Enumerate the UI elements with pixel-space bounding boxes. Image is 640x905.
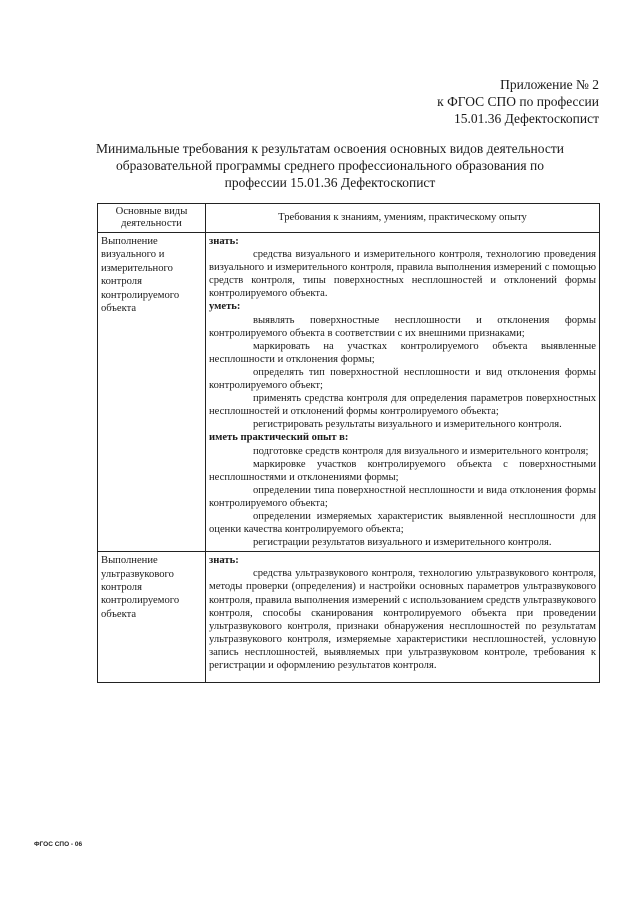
table-row	[98, 233, 600, 552]
experience-label: иметь практический опыт в:	[209, 432, 349, 444]
appendix-reference	[437, 76, 599, 127]
activity-cell: Выполнение визуального и измерительного контроля контролируемого объекта	[98, 233, 206, 552]
requirement-item: определять тип поверхностной несплошности и вид отклонения формы контролируемого объект;	[209, 366, 596, 392]
requirement-item: регистрировать результаты визуального и измерительного контроля.	[253, 419, 562, 431]
requirement-item: маркировке участков контролируемого объекта с поверхностными несплошностями и отклонениями формы;	[209, 458, 596, 483]
table-row	[98, 552, 600, 683]
table-header-row	[98, 204, 600, 233]
title-line-2: образовательной программы среднего профессионального образования по	[116, 158, 544, 173]
header-activity-types: Основные виды деятельности	[98, 204, 206, 233]
requirement-item: подготовке средств контроля для визуального и измерительного контроля;	[253, 445, 589, 457]
header-requirements: Требования к знаниям, умениям, практическому опыту	[206, 204, 600, 233]
can-label: уметь:	[209, 301, 241, 313]
appendix-standard: к ФГОС СПО по профессии	[437, 94, 599, 109]
requirements-cell	[206, 552, 600, 683]
appendix-number: Приложение № 2	[500, 77, 599, 92]
requirement-item: применять средства контроля для определения параметров поверхностных несплошностей и отклонений формы контролируемого объекта;	[209, 393, 596, 418]
know-label: знать:	[209, 236, 239, 247]
requirement-item: средства визуального и измерительного контроля, технологию проведения визуального и измерительного контроля, правила выполнения измерений с помощью средств контроля, типы поверхностных несплошностей и отклонений формы контролируемого объекта.	[209, 249, 596, 300]
title-line-3: профессии 15.01.36 Дефектоскопист	[224, 175, 436, 190]
requirement-item: определении измеряемых характеристик выявленной несплошности для оценки качества контролируемого объекта;	[209, 510, 596, 536]
requirements-cell	[206, 233, 600, 552]
activity-cell: Выполнение ультразвукового контроля контролируемого объекта	[98, 552, 206, 683]
requirement-item: регистрации результатов визуального и измерительного контроля.	[253, 537, 552, 549]
requirement-item: определении типа поверхностной несплошности и вида отклонения формы контролируемого объекта;	[209, 484, 596, 509]
requirements-table	[97, 203, 600, 683]
requirement-item: маркировать на участках контролируемого объекта выявленные несплошности и отклонения формы;	[209, 340, 596, 365]
know-label: знать:	[209, 555, 239, 567]
document-title	[60, 140, 600, 191]
footer-code: ФГОС СПО - 06	[34, 841, 83, 848]
appendix-profession: 15.01.36 Дефектоскопист	[453, 111, 599, 126]
requirement-item: средства ультразвукового контроля, технологию ультразвукового контроля, методы проверки (определения) и настройки основных параметров ультразвукового контроля, правила выполнения измерений с использованием средств ультразвукового контроля, способы сканирования контролируемого объекта при проведении ультразвукового контроля, признаки обнаружения несплошностей по результатам ультразвукового контроля, измеряемые характеристики несплошностей, условную запись несплошностей, выявляемых при ультразвуковом контроле, требования к регистрации и оформлению результатов контроля.	[209, 568, 596, 671]
title-line-1: Минимальные требования к результатам освоения основных видов деятельности	[96, 141, 564, 156]
requirement-item: выявлять поверхностные несплошности и отклонения формы контролируемого объекта в соответствии с их внешними признаками;	[209, 314, 596, 339]
